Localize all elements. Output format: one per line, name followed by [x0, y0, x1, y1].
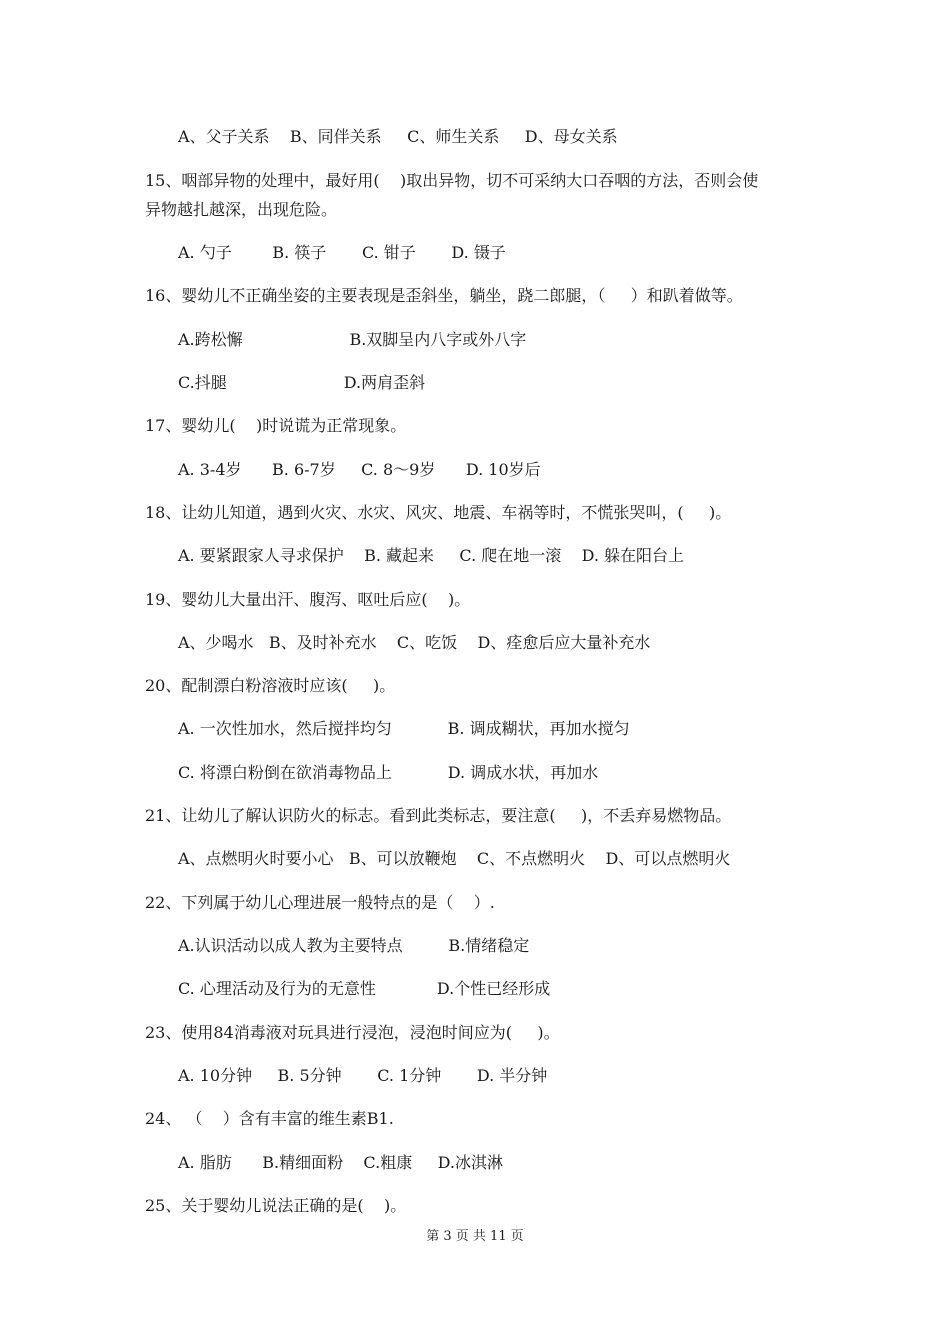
q17-text: 17、婴幼儿( )时说谎为正常现象。 [145, 416, 407, 435]
q20-text: 20、配制漂白粉溶液时应该( )。 [145, 676, 396, 695]
q15-text-continued: 异物越扎越深，出现危险。 [145, 200, 338, 219]
q25-text: 25、关于婴幼儿说法正确的是( )。 [145, 1196, 407, 1215]
q18-text: 18、让幼儿知道，遇到火灾、水灾、风灾、地震、车祸等时，不慌张哭叫，( )。 [145, 503, 732, 522]
page-footer: 第 3 页 共 11 页 [426, 1229, 524, 1244]
q21-options: A、点燃明火时要小心 B、可以放鞭炮 C、不点燃明火 D、可以点燃明火 [178, 849, 731, 868]
q17-options: A. 3-4岁 B. 6-7岁 C. 8～9岁 D. 10岁后 [178, 460, 541, 479]
q21-text: 21、让幼儿了解认识防火的标志。看到此类标志，要注意( )，不丢弃易燃物品。 [145, 806, 732, 825]
q24-text: 24、 （ ）含有丰富的维生素B1. [145, 1109, 394, 1128]
q16-text: 16、婴幼儿不正确坐姿的主要表现是歪斜坐，躺坐，跷二郎腿，（ ）和趴着做等。 [145, 286, 743, 305]
q16-options-ab: A.跨松懈 B.双脚呈内八字或外八字 [178, 330, 527, 349]
q18-options: A. 要紧跟家人寻求保护 B. 藏起来 C. 爬在地一滚 D. 躲在阳台上 [178, 546, 685, 565]
q24-options: A. 脂肪 B.精细面粉 C.粗康 D.冰淇淋 [178, 1153, 503, 1172]
q19-text: 19、婴幼儿大量出汗、腹泻、呕吐后应( )。 [145, 590, 471, 609]
q23-text: 23、使用84消毒液对玩具进行浸泡，浸泡时间应为( )。 [145, 1023, 560, 1042]
q20-options-cd: C. 将漂白粉倒在欲消毒物品上 D. 调成水状，再加水 [178, 763, 599, 782]
q20-options-ab: A. 一次性加水，然后搅拌均匀 B. 调成糊状，再加水搅匀 [178, 719, 630, 738]
q16-options-cd: C.抖腿 D.两肩歪斜 [178, 373, 426, 392]
q22-text: 22、下列属于幼儿心理进展一般特点的是（ ）. [145, 893, 495, 912]
q22-options-cd: C. 心理活动及行为的无意性 D.个性已经形成 [178, 979, 551, 998]
q19-options: A、少喝水 B、及时补充水 C、吃饭 D、痊愈后应大量补充水 [178, 633, 651, 652]
q15-options: A. 勺子 B. 筷子 C. 钳子 D. 镊子 [178, 243, 506, 262]
q14-options: A、父子关系 B、同伴关系 C、师生关系 D、母女关系 [178, 127, 618, 146]
q23-options: A. 10分钟 B. 5分钟 C. 1分钟 D. 半分钟 [178, 1066, 548, 1085]
q22-options-ab: A.认识活动以成人教为主要特点 B.情绪稳定 [178, 936, 530, 955]
q15-text: 15、咽部异物的处理中，最好用( )取出异物，切不可采纳大口吞咽的方法，否则会使 [145, 171, 759, 190]
